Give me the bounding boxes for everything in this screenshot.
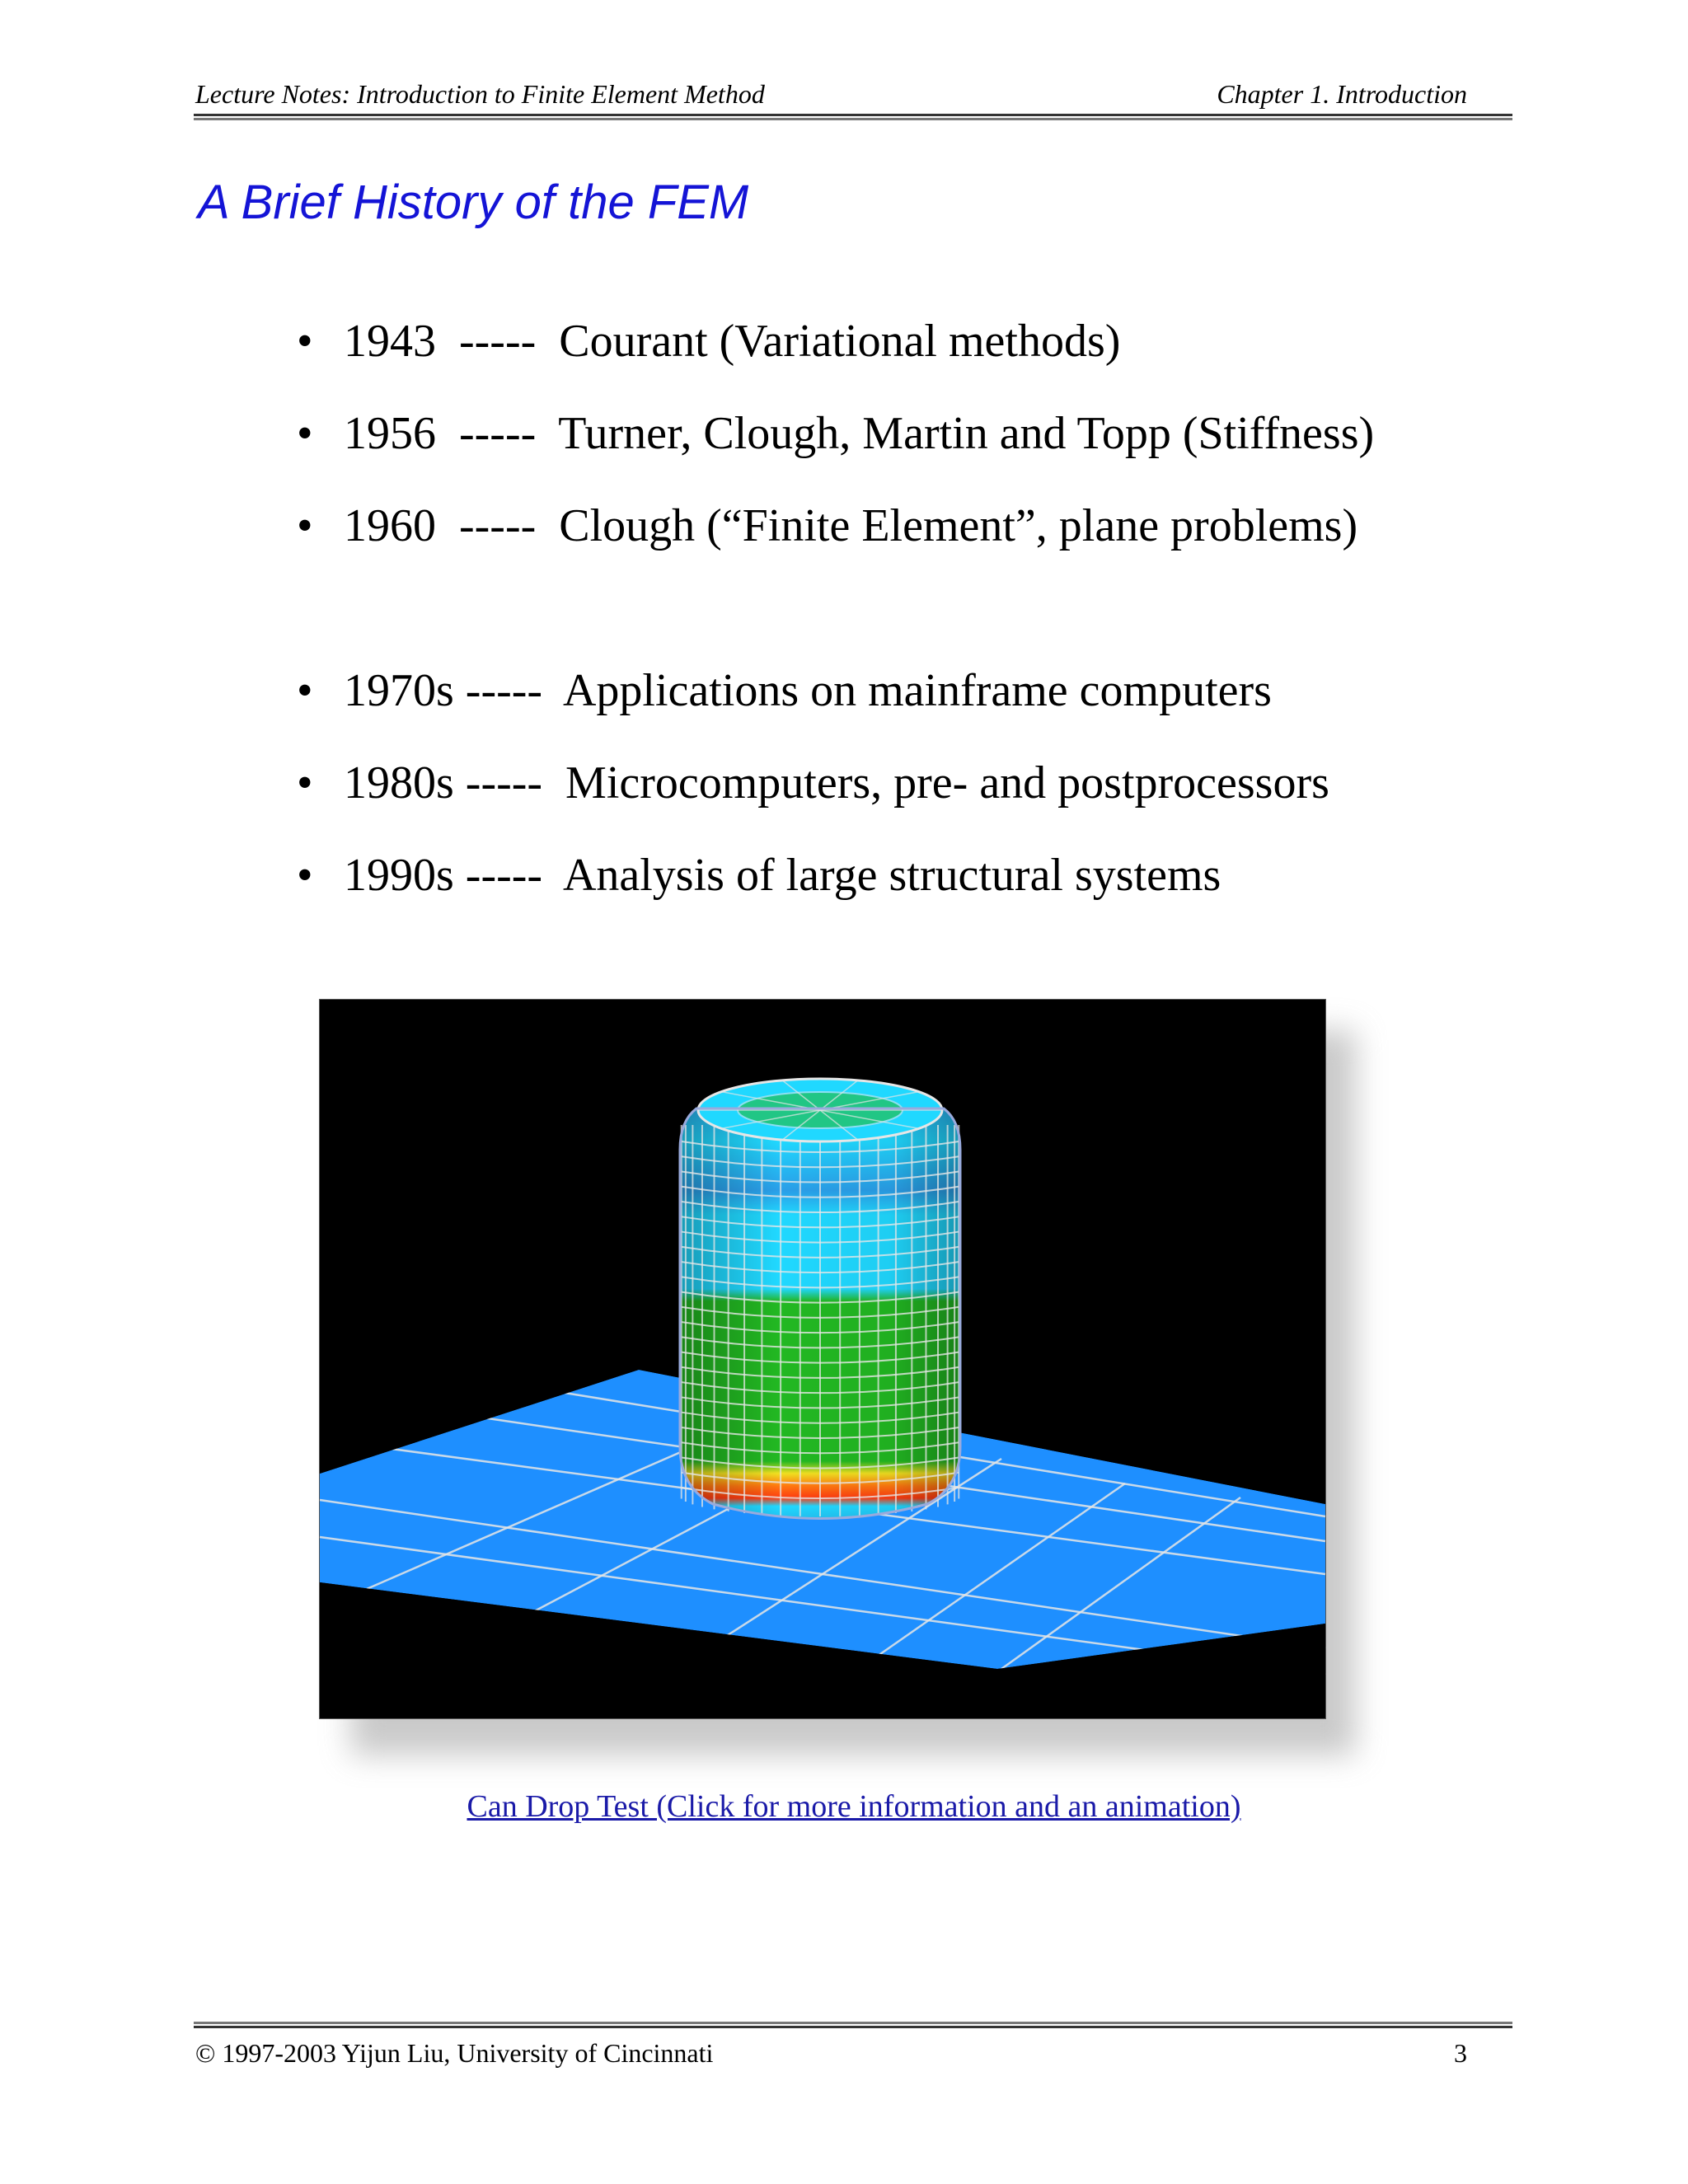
header-chapter: Chapter 1. Introduction — [1217, 79, 1467, 109]
bullet-icon: • — [297, 757, 313, 808]
header-course-title: Lecture Notes: Introduction to Finite Element Method — [195, 79, 765, 109]
page-title: A Brief History of the FEM — [198, 176, 749, 229]
list-item-text: 1970s ----- Applications on mainframe computers — [344, 665, 1272, 716]
bullet-icon: • — [297, 500, 313, 551]
page-header — [194, 76, 1512, 115]
can-drop-link-text[interactable]: Can Drop Test (Click for more information and an animation) — [467, 1789, 1241, 1824]
list-item-text: 1943 ----- Courant (Variational methods) — [344, 316, 1121, 367]
header-rule — [194, 114, 1512, 116]
list-item-text: 1980s ----- Microcomputers, pre- and postprocessors — [344, 757, 1329, 808]
list-item-text: 1956 ----- Turner, Clough, Martin and Topp (Stiffness) — [344, 408, 1375, 459]
list-item-text: 1990s ----- Analysis of large structural systems — [344, 850, 1221, 901]
page-number: 3 — [1454, 2038, 1467, 2068]
bullet-icon: • — [297, 850, 313, 901]
footer-rule-secondary — [194, 2022, 1512, 2024]
bullet-icon: • — [297, 665, 313, 716]
can-drop-illustration — [317, 997, 1389, 1787]
list-item-text: 1960 ----- Clough (“Finite Element”, plane problems) — [344, 500, 1358, 551]
can-drop-figure[interactable] — [317, 997, 1389, 1787]
bullet-icon: • — [297, 316, 313, 367]
footer-copyright: © 1997-2003 Yijun Liu, University of Cincinnati — [195, 2038, 714, 2068]
bullet-icon: • — [297, 408, 313, 459]
can-drop-link[interactable] — [0, 1788, 1688, 1825]
footer-rule — [194, 2026, 1512, 2028]
header-rule-secondary — [194, 118, 1512, 120]
